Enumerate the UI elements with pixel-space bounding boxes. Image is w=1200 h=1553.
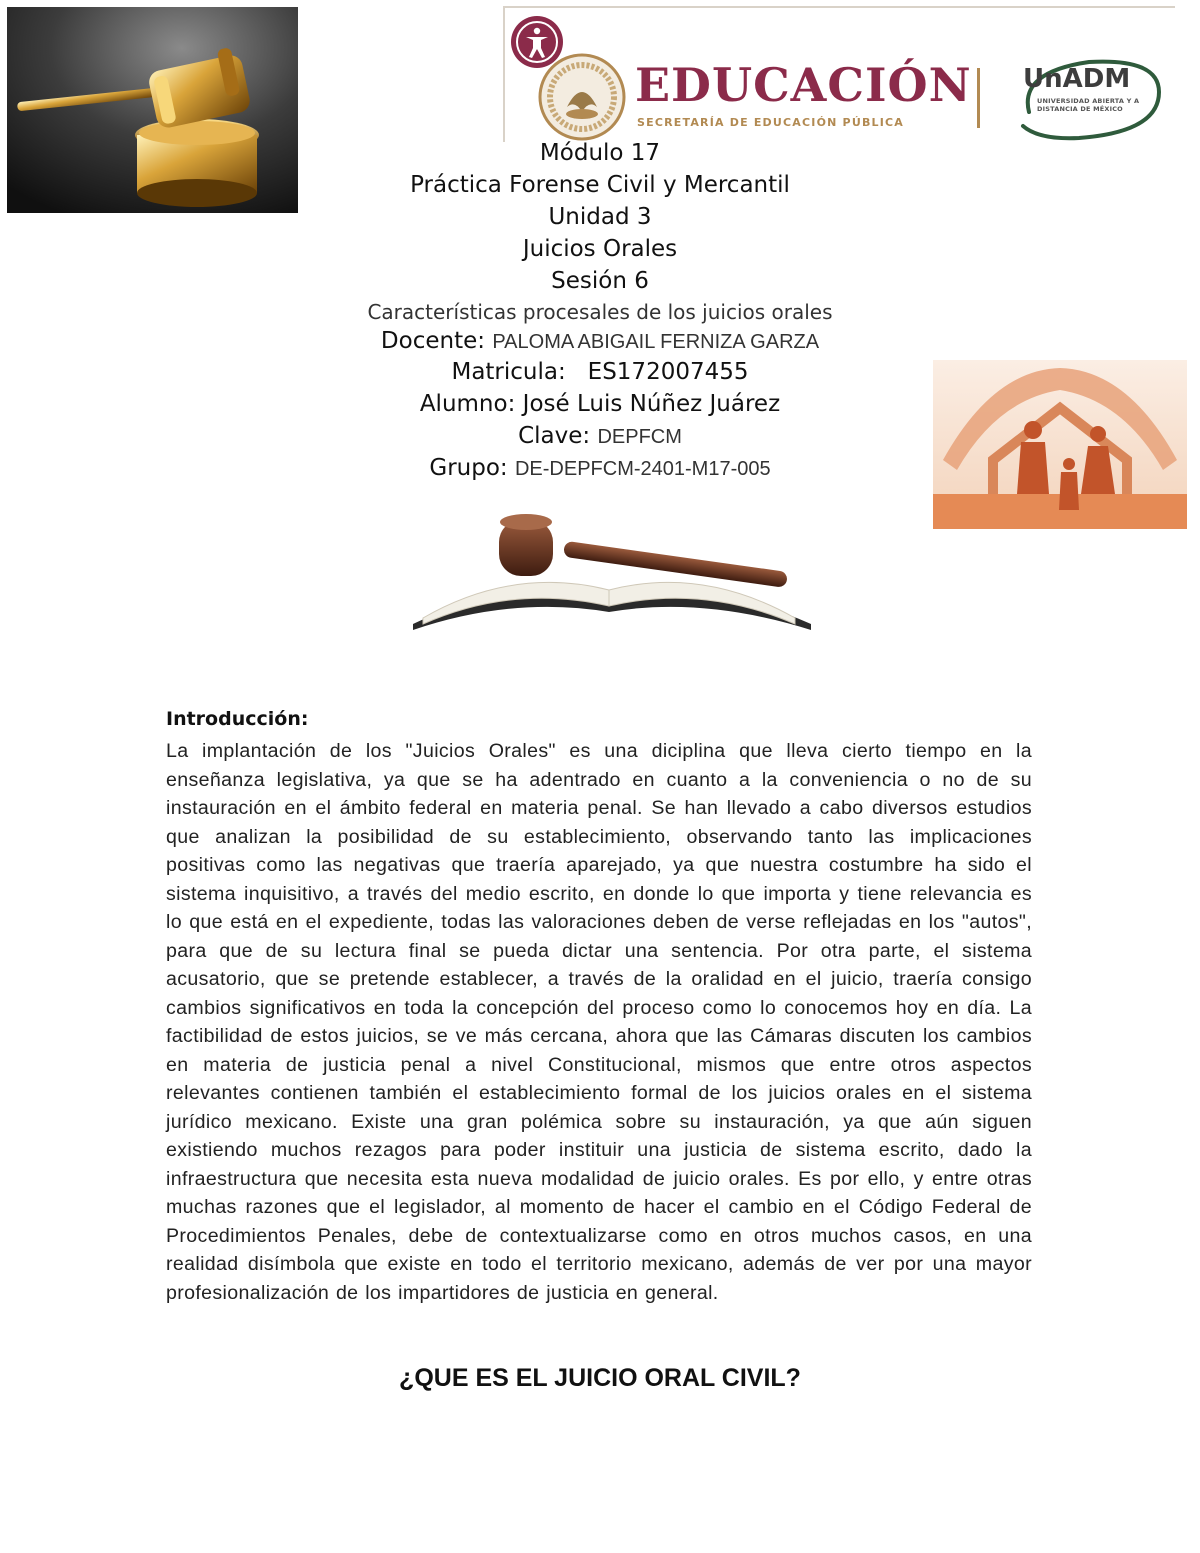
teacher-label: Docente: (380, 328, 485, 354)
section-heading: ¿QUE ES EL JUICIO ORAL CIVIL? (399, 1364, 801, 1392)
topic-line: Juicios Orales (522, 236, 678, 262)
session-line: Sesión 6 (551, 268, 649, 294)
book-gavel-image (403, 506, 821, 640)
ministry-title: EDUCACIÓN (635, 58, 972, 112)
banner-left-border (503, 6, 505, 142)
teacher-name: PALOMA ABIGAIL FERNIZA GARZA (492, 331, 820, 353)
id-label: Matricula: (451, 359, 566, 385)
module-line: Módulo 17 (539, 140, 661, 166)
group-value: DE-DEPFCM-2401-M17-005 (514, 458, 771, 480)
key-label: Clave: (518, 423, 591, 449)
id-value: ES172007455 (587, 359, 749, 385)
university-subtitle: UNIVERSIDAD ABIERTA Y A DISTANCIA DE MÉXICO (1037, 97, 1140, 113)
teacher-line (0, 328, 1200, 354)
student-label: Alumno: (419, 391, 516, 417)
banner-divider (977, 68, 980, 128)
intro-paragraph: La implantación de los "Juicios Orales" es una diciplina que lleva cierto tiempo en la enseñanza legislativa, ya que se ha adentrado en cuanto a la conveniencia o no de su instauración en el ámbito federal en materia penal. Se han llevado a cabo diversos estudios que analizan la posibilidad de su establecimiento, observando tanto las implicaciones positivas como las negativas que traería aparejado, ya que nuestra costumbre ha sido el sistema inquisitivo, a través del medio escrito, en donde lo que importa y tiene relevancia es lo que está en el expediente, todas las valoraciones deben de verse reflejadas en los "autos", para que de su lectura final se pueda dictar una sentencia. Por otra parte, el sistema acusatorio, que se pretende establecer, a través de la oralidad en el juicio, traería consigo cambios significativos en toda la concepción del proceso como lo conocemos hoy en día. La factibilidad de estos juicios, se ve más cercana, ahora que las Cámaras discuten los cambios en materia de justicia penal a nivel Constitucional, mismos que entre otros aspectos relevantes contienen también el establecimiento formal de los juicios orales en el sistema jurídico mexicano. Existe una gran polémica sobre su instauración, ya que aún siguen existiendo muchos rezagos para poder instituir una justicia de sistema escrito, dado la infraestructura que necesita esta nueva modalidad de juicio orales. Es por ello, y entre otras muchas razones que el legislador, al momento de hacer el cambio en el Código Federal de Procedimientos Penales, debe de contextualizarse como en otros muchos casos, en una realidad disímbola que existe en todo el territorio mexicano, además de ver por una mayor profesionalización de los impartidores de justicia en general. (166, 740, 1032, 1304)
family-house-image (933, 360, 1187, 529)
key-value: DEPFCM (597, 426, 682, 448)
banner-top-border (503, 6, 1175, 8)
student-name: José Luis Núñez Juárez (522, 391, 781, 417)
course-line: Práctica Forense Civil y Mercantil (410, 172, 790, 198)
intro-heading: Introducción: (166, 708, 309, 730)
activity-line: Características procesales de los juicios orales (367, 300, 833, 324)
header-banner (503, 6, 1175, 142)
university-name: UnADM (1023, 64, 1131, 94)
unit-line: Unidad 3 (548, 204, 652, 230)
national-seal-icon (537, 52, 627, 142)
group-label: Grupo: (429, 455, 508, 481)
ministry-subtitle: SECRETARÍA DE EDUCACIÓN PÚBLICA (637, 116, 905, 129)
